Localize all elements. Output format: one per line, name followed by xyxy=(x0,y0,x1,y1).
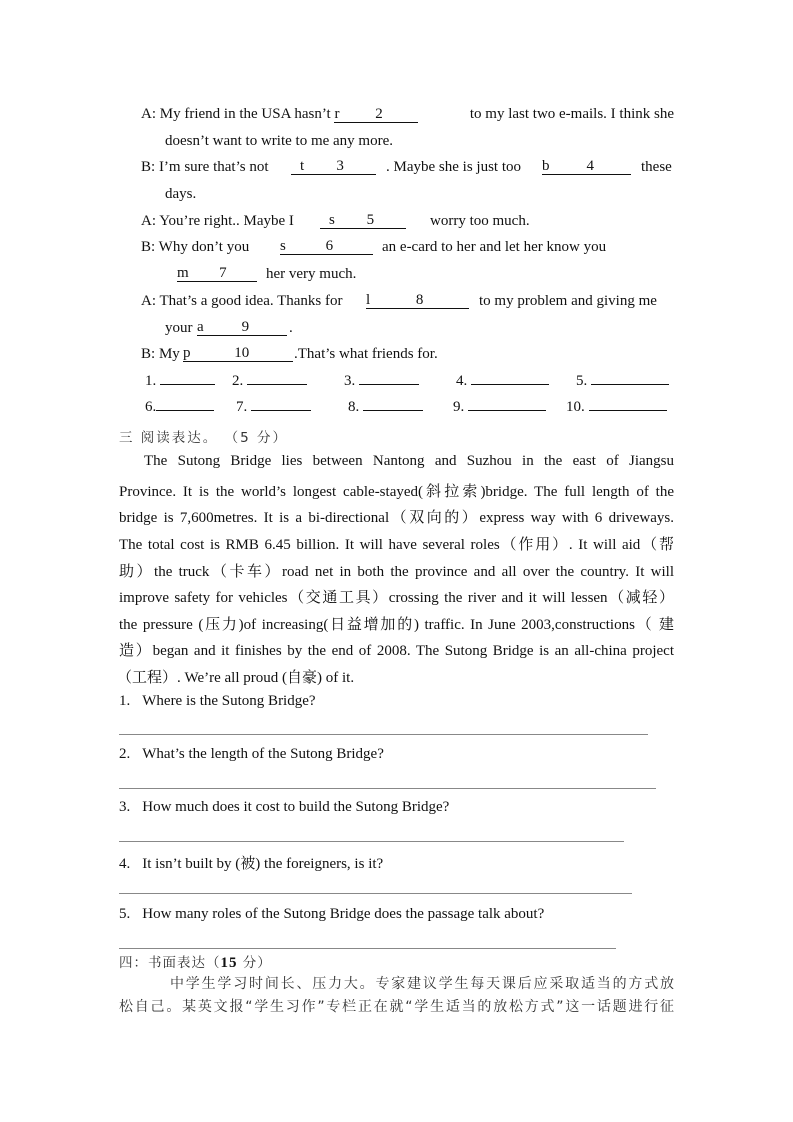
answer-label: 3. xyxy=(344,373,356,389)
question-number: 2. xyxy=(119,746,131,762)
answer-line-2[interactable] xyxy=(119,788,656,789)
question-1 xyxy=(119,693,316,710)
blank-number: 3 xyxy=(336,158,344,174)
passage-line-9: （工程）. We’re all proud (自豪) of it. xyxy=(117,670,355,686)
blank-5[interactable] xyxy=(320,213,406,229)
answer-label: 7. xyxy=(236,399,248,415)
answer-field-1[interactable] xyxy=(160,384,215,385)
question-number: 1. xyxy=(119,693,131,709)
answer-label: 6. xyxy=(145,399,157,415)
dialogue-text: . Maybe she is just too xyxy=(386,159,521,175)
passage-line-3: bridge is 7,600metres. It is a bi-directional（双向的）express way with 6 driveways. xyxy=(119,510,674,526)
dialogue-text: your xyxy=(165,320,193,336)
section-3-heading: 三 阅读表达。 （5 分） xyxy=(119,430,288,446)
heading-text: 四：书面表达（ xyxy=(119,955,221,971)
blank-number: 2 xyxy=(375,106,383,122)
answer-line-4[interactable] xyxy=(119,893,632,894)
dialogue-text: an e-card to her and let her know you xyxy=(382,239,607,255)
blank-2[interactable] xyxy=(334,107,418,123)
blank-hint-letter: a xyxy=(197,319,204,335)
dialogue-text: days. xyxy=(165,186,197,202)
dialogue-line-5 xyxy=(141,293,343,310)
question-3 xyxy=(119,799,449,816)
blank-number: 6 xyxy=(325,238,334,254)
answer-label: 1. xyxy=(145,373,157,389)
blank-7[interactable] xyxy=(177,266,257,282)
question-text: Where is the Sutong Bridge? xyxy=(142,693,316,709)
blank-number: 9 xyxy=(241,319,250,335)
dialogue-line-6 xyxy=(141,346,180,363)
speaker-label: B: xyxy=(141,346,156,362)
answer-label: 5. xyxy=(576,373,588,389)
question-text: How many roles of the Sutong Bridge does the passage talk about? xyxy=(142,906,545,922)
blank-3[interactable] xyxy=(291,159,376,175)
answer-label: 10. xyxy=(566,399,585,415)
question-number: 5. xyxy=(119,906,131,922)
answer-line-3[interactable] xyxy=(119,841,624,842)
question-5 xyxy=(119,906,544,923)
blank-hint-letter: s xyxy=(280,238,286,254)
answer-label: 4. xyxy=(456,373,468,389)
dialogue-line-1 xyxy=(141,106,674,123)
blank-9[interactable] xyxy=(197,320,287,336)
passage-line-7: the pressure (压力)of increasing(日益增加的) traffic. In June 2003,constructions（ 建 xyxy=(119,617,674,633)
answer-field-2[interactable] xyxy=(247,384,307,385)
blank-10[interactable] xyxy=(183,346,293,362)
blank-number: 5 xyxy=(366,212,375,228)
speaker-label: A: xyxy=(141,213,156,229)
answer-label: 8. xyxy=(348,399,360,415)
heading-score: 15 xyxy=(220,955,238,971)
question-text: How much does it cost to build the Sutong Bridge? xyxy=(142,799,450,815)
answer-line-5[interactable] xyxy=(119,948,616,949)
blank-4[interactable] xyxy=(542,159,631,175)
blank-number: 8 xyxy=(415,292,424,308)
blank-hint-letter: r xyxy=(334,106,340,122)
heading-text: 分） xyxy=(237,955,272,971)
question-text: What’s the length of the Sutong Bridge? xyxy=(142,746,384,762)
passage-line-8: 造）began and it finishes by the end of 2008. The Sutong Bridge is an all-china project xyxy=(119,643,674,659)
writing-prompt-line-1: 中学生学习时间长、压力大。专家建议学生每天课后应采取适当的方式放 xyxy=(170,976,674,992)
passage-line-4: The total cost is RMB 6.45 billion. It will have several roles（作用）. It will aid（帮 xyxy=(119,537,674,553)
dialogue-text: I’m sure that’s not xyxy=(158,159,269,175)
question-4 xyxy=(119,852,383,873)
answer-field-7[interactable] xyxy=(251,410,311,411)
blank-hint-letter: s xyxy=(329,212,335,228)
speaker-label: A: xyxy=(141,293,156,309)
blank-hint-letter: p xyxy=(183,345,191,361)
dialogue-text: to my problem and giving me xyxy=(479,293,657,309)
answer-line-1[interactable] xyxy=(119,734,648,735)
passage-line-6: improve safety for vehicles（交通工具）crossing the river and it will lessen（减轻） xyxy=(119,590,674,606)
blank-hint-letter: t xyxy=(300,158,305,174)
dialogue-line-4 xyxy=(141,239,249,256)
question-2 xyxy=(119,746,384,763)
speaker-label: A: xyxy=(141,106,156,122)
question-text: It isn’t built by (被) the foreigners, is it? xyxy=(142,856,384,872)
blank-hint-letter: l xyxy=(366,292,371,308)
passage-line-2: Province. It is the world’s longest cable-stayed(斜拉索)bridge. The full length of the xyxy=(119,484,674,500)
writing-prompt-line-2: 松自己。某英文报“学生习作”专栏正在就“学生适当的放松方式”这一话题进行征 xyxy=(119,999,674,1015)
dialogue-text: worry too much. xyxy=(430,213,530,229)
dialogue-line-1-cont xyxy=(165,133,393,150)
answer-field-8[interactable] xyxy=(363,410,423,411)
answer-field-9[interactable] xyxy=(468,410,546,411)
dialogue-text: . xyxy=(289,320,293,336)
answer-field-3[interactable] xyxy=(359,384,419,385)
answer-row-1 xyxy=(145,373,215,390)
dialogue-text: My friend in the USA hasn’t xyxy=(159,106,335,122)
answer-field-5[interactable] xyxy=(591,384,669,385)
question-number: 3. xyxy=(119,799,131,815)
passage-line-5: 助）the truck（卡车）road net in both the province and all over the country. It will xyxy=(119,564,674,580)
blank-number: 4 xyxy=(586,158,594,174)
dialogue-text: to my last two e-mails. I think she xyxy=(469,106,674,122)
question-number: 4. xyxy=(119,856,131,872)
dialogue-text: Why don’t you xyxy=(158,239,250,255)
speaker-label: B: xyxy=(141,239,156,255)
dialogue-text: You’re right.. Maybe I xyxy=(159,213,294,229)
dialogue-text: doesn’t want to write to me any more. xyxy=(165,133,394,149)
answer-label: 9. xyxy=(453,399,465,415)
dialogue-text: That’s a good idea. Thanks for xyxy=(159,293,343,309)
dialogue-text: My xyxy=(158,346,180,362)
answer-field-6[interactable] xyxy=(156,410,214,411)
answer-field-4[interactable] xyxy=(471,384,549,385)
blank-hint-letter: b xyxy=(542,158,550,174)
answer-label: 2. xyxy=(232,373,244,389)
blank-number: 10 xyxy=(234,345,250,361)
blank-6[interactable] xyxy=(280,239,373,255)
dialogue-text: these xyxy=(641,159,672,175)
dialogue-line-3 xyxy=(141,213,294,230)
blank-number: 7 xyxy=(219,265,227,281)
speaker-label: B: xyxy=(141,159,156,175)
dialogue-text: .That’s what friends for. xyxy=(294,346,438,362)
passage-line-1: The Sutong Bridge lies between Nantong and Suzhou in the east of Jiangsu xyxy=(144,453,674,469)
answer-field-10[interactable] xyxy=(589,410,667,411)
blank-8[interactable] xyxy=(366,293,469,309)
section-4-heading xyxy=(119,951,272,972)
blank-hint-letter: m xyxy=(177,265,189,281)
dialogue-text: her very much. xyxy=(266,266,357,282)
